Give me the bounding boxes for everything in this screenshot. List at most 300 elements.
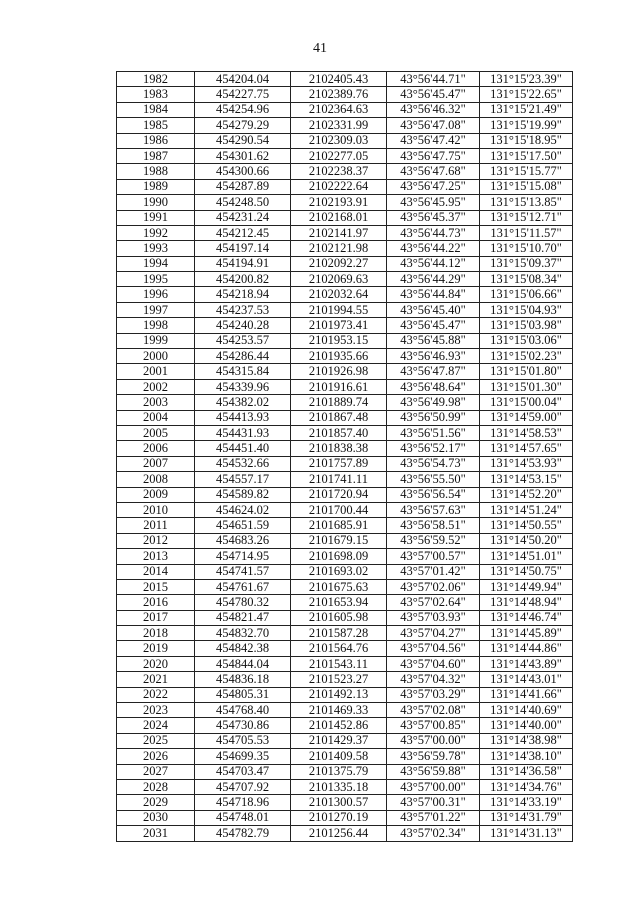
table-row (117, 687, 573, 702)
x-coordinate-cell: 454240.28 (195, 318, 291, 333)
y-coordinate-cell: 2101256.44 (291, 826, 387, 841)
x-coordinate-cell: 454253.57 (195, 333, 291, 348)
table-row (117, 364, 573, 379)
y-coordinate-cell: 2101587.28 (291, 626, 387, 641)
latitude-cell: 43°56'45.95" (387, 195, 480, 210)
longitude-cell: 131°14'45.89" (480, 626, 573, 641)
longitude-cell: 131°14'43.89" (480, 656, 573, 671)
y-coordinate-cell: 2102121.98 (291, 241, 387, 256)
longitude-cell: 131°15'06.66" (480, 287, 573, 302)
latitude-cell: 43°56'44.71" (387, 72, 480, 87)
point-number-cell: 1984 (117, 102, 195, 117)
latitude-cell: 43°57'00.00" (387, 733, 480, 748)
latitude-cell: 43°56'55.50" (387, 472, 480, 487)
point-number-cell: 1997 (117, 302, 195, 317)
point-number-cell: 2021 (117, 672, 195, 687)
x-coordinate-cell: 454782.79 (195, 826, 291, 841)
table-row (117, 225, 573, 240)
x-coordinate-cell: 454301.62 (195, 148, 291, 163)
x-coordinate-cell: 454279.29 (195, 118, 291, 133)
point-number-cell: 2018 (117, 626, 195, 641)
x-coordinate-cell: 454231.24 (195, 210, 291, 225)
table-row (117, 610, 573, 625)
table-row (117, 718, 573, 733)
table-row (117, 733, 573, 748)
y-coordinate-cell: 2101492.13 (291, 687, 387, 702)
point-number-cell: 2004 (117, 410, 195, 425)
table-row (117, 302, 573, 317)
latitude-cell: 43°56'47.68" (387, 164, 480, 179)
x-coordinate-cell: 454290.54 (195, 133, 291, 148)
latitude-cell: 43°56'47.08" (387, 118, 480, 133)
longitude-cell: 131°15'00.04" (480, 395, 573, 410)
longitude-cell: 131°15'22.65" (480, 87, 573, 102)
point-number-cell: 2001 (117, 364, 195, 379)
latitude-cell: 43°57'02.06" (387, 579, 480, 594)
point-number-cell: 1988 (117, 164, 195, 179)
longitude-cell: 131°14'57.65" (480, 441, 573, 456)
latitude-cell: 43°56'47.75" (387, 148, 480, 163)
point-number-cell: 2005 (117, 425, 195, 440)
table-row (117, 518, 573, 533)
x-coordinate-cell: 454683.26 (195, 533, 291, 548)
latitude-cell: 43°56'49.98" (387, 395, 480, 410)
x-coordinate-cell: 454194.91 (195, 256, 291, 271)
point-number-cell: 2009 (117, 487, 195, 502)
y-coordinate-cell: 2102331.99 (291, 118, 387, 133)
y-coordinate-cell: 2101889.74 (291, 395, 387, 410)
latitude-cell: 43°57'00.00" (387, 779, 480, 794)
y-coordinate-cell: 2101741.11 (291, 472, 387, 487)
y-coordinate-cell: 2102168.01 (291, 210, 387, 225)
longitude-cell: 131°14'40.69" (480, 703, 573, 718)
longitude-cell: 131°14'34.76" (480, 779, 573, 794)
table-row (117, 118, 573, 133)
latitude-cell: 43°57'03.29" (387, 687, 480, 702)
longitude-cell: 131°14'50.55" (480, 518, 573, 533)
x-coordinate-cell: 454413.93 (195, 410, 291, 425)
x-coordinate-cell: 454714.95 (195, 549, 291, 564)
point-number-cell: 2008 (117, 472, 195, 487)
longitude-cell: 131°15'23.39" (480, 72, 573, 87)
point-number-cell: 1986 (117, 133, 195, 148)
y-coordinate-cell: 2101270.19 (291, 810, 387, 825)
x-coordinate-cell: 454286.44 (195, 349, 291, 364)
y-coordinate-cell: 2101429.37 (291, 733, 387, 748)
y-coordinate-cell: 2101452.86 (291, 718, 387, 733)
table-row (117, 179, 573, 194)
x-coordinate-cell: 454844.04 (195, 656, 291, 671)
table-row (117, 764, 573, 779)
table-row (117, 441, 573, 456)
longitude-cell: 131°14'43.01" (480, 672, 573, 687)
point-number-cell: 2028 (117, 779, 195, 794)
table-row (117, 672, 573, 687)
y-coordinate-cell: 2101543.11 (291, 656, 387, 671)
table-row (117, 210, 573, 225)
longitude-cell: 131°15'11.57" (480, 225, 573, 240)
longitude-cell: 131°14'40.00" (480, 718, 573, 733)
longitude-cell: 131°15'10.70" (480, 241, 573, 256)
table-row (117, 272, 573, 287)
point-number-cell: 1995 (117, 272, 195, 287)
latitude-cell: 43°56'54.73" (387, 456, 480, 471)
table-row (117, 102, 573, 117)
x-coordinate-cell: 454227.75 (195, 87, 291, 102)
table-row (117, 826, 573, 841)
latitude-cell: 43°57'04.27" (387, 626, 480, 641)
point-number-cell: 2022 (117, 687, 195, 702)
table-row (117, 564, 573, 579)
latitude-cell: 43°56'44.73" (387, 225, 480, 240)
point-number-cell: 1999 (117, 333, 195, 348)
x-coordinate-cell: 454768.40 (195, 703, 291, 718)
y-coordinate-cell: 2101935.66 (291, 349, 387, 364)
y-coordinate-cell: 2101916.61 (291, 379, 387, 394)
longitude-cell: 131°14'38.98" (480, 733, 573, 748)
longitude-cell: 131°14'46.74" (480, 610, 573, 625)
x-coordinate-cell: 454431.93 (195, 425, 291, 440)
latitude-cell: 43°57'04.32" (387, 672, 480, 687)
y-coordinate-cell: 2101700.44 (291, 502, 387, 517)
x-coordinate-cell: 454339.96 (195, 379, 291, 394)
coordinates-table-body (117, 72, 573, 842)
y-coordinate-cell: 2101675.63 (291, 579, 387, 594)
x-coordinate-cell: 454287.89 (195, 179, 291, 194)
longitude-cell: 131°14'36.58" (480, 764, 573, 779)
y-coordinate-cell: 2102222.64 (291, 179, 387, 194)
latitude-cell: 43°56'45.47" (387, 87, 480, 102)
latitude-cell: 43°57'01.42" (387, 564, 480, 579)
longitude-cell: 131°14'58.53" (480, 425, 573, 440)
x-coordinate-cell: 454204.04 (195, 72, 291, 87)
x-coordinate-cell: 454200.82 (195, 272, 291, 287)
longitude-cell: 131°14'44.86" (480, 641, 573, 656)
x-coordinate-cell: 454741.57 (195, 564, 291, 579)
y-coordinate-cell: 2102092.27 (291, 256, 387, 271)
point-number-cell: 1991 (117, 210, 195, 225)
table-row (117, 87, 573, 102)
x-coordinate-cell: 454842.38 (195, 641, 291, 656)
x-coordinate-cell: 454761.67 (195, 579, 291, 594)
table-row (117, 379, 573, 394)
longitude-cell: 131°14'48.94" (480, 595, 573, 610)
point-number-cell: 2012 (117, 533, 195, 548)
y-coordinate-cell: 2102032.64 (291, 287, 387, 302)
latitude-cell: 43°56'59.88" (387, 764, 480, 779)
y-coordinate-cell: 2101605.98 (291, 610, 387, 625)
point-number-cell: 2023 (117, 703, 195, 718)
point-number-cell: 2026 (117, 749, 195, 764)
x-coordinate-cell: 454589.82 (195, 487, 291, 502)
table-row (117, 195, 573, 210)
latitude-cell: 43°57'02.64" (387, 595, 480, 610)
point-number-cell: 1983 (117, 87, 195, 102)
y-coordinate-cell: 2101698.09 (291, 549, 387, 564)
latitude-cell: 43°56'45.40" (387, 302, 480, 317)
point-number-cell: 1992 (117, 225, 195, 240)
longitude-cell: 131°15'12.71" (480, 210, 573, 225)
point-number-cell: 2019 (117, 641, 195, 656)
longitude-cell: 131°15'01.30" (480, 379, 573, 394)
y-coordinate-cell: 2101838.38 (291, 441, 387, 456)
latitude-cell: 43°57'04.60" (387, 656, 480, 671)
page-number: 41 (313, 41, 327, 56)
latitude-cell: 43°57'00.85" (387, 718, 480, 733)
x-coordinate-cell: 454832.70 (195, 626, 291, 641)
x-coordinate-cell: 454532.66 (195, 456, 291, 471)
x-coordinate-cell: 454237.53 (195, 302, 291, 317)
point-number-cell: 2017 (117, 610, 195, 625)
table-row (117, 595, 573, 610)
longitude-cell: 131°15'03.06" (480, 333, 573, 348)
table-row (117, 456, 573, 471)
longitude-cell: 131°14'51.24" (480, 502, 573, 517)
longitude-cell: 131°15'08.34" (480, 272, 573, 287)
x-coordinate-cell: 454748.01 (195, 810, 291, 825)
y-coordinate-cell: 2101564.76 (291, 641, 387, 656)
latitude-cell: 43°57'02.08" (387, 703, 480, 718)
latitude-cell: 43°56'58.51" (387, 518, 480, 533)
y-coordinate-cell: 2101685.91 (291, 518, 387, 533)
point-number-cell: 1993 (117, 241, 195, 256)
longitude-cell: 131°15'21.49" (480, 102, 573, 117)
table-row (117, 703, 573, 718)
point-number-cell: 2030 (117, 810, 195, 825)
y-coordinate-cell: 2102364.63 (291, 102, 387, 117)
y-coordinate-cell: 2101653.94 (291, 595, 387, 610)
latitude-cell: 43°56'59.52" (387, 533, 480, 548)
x-coordinate-cell: 454651.59 (195, 518, 291, 533)
point-number-cell: 2003 (117, 395, 195, 410)
longitude-cell: 131°15'15.08" (480, 179, 573, 194)
point-number-cell: 2024 (117, 718, 195, 733)
latitude-cell: 43°57'04.56" (387, 641, 480, 656)
latitude-cell: 43°56'46.32" (387, 102, 480, 117)
longitude-cell: 131°14'49.94" (480, 579, 573, 594)
point-number-cell: 1982 (117, 72, 195, 87)
x-coordinate-cell: 454730.86 (195, 718, 291, 733)
longitude-cell: 131°14'31.79" (480, 810, 573, 825)
latitude-cell: 43°56'45.88" (387, 333, 480, 348)
latitude-cell: 43°56'56.54" (387, 487, 480, 502)
x-coordinate-cell: 454382.02 (195, 395, 291, 410)
y-coordinate-cell: 2101693.02 (291, 564, 387, 579)
latitude-cell: 43°57'01.22" (387, 810, 480, 825)
point-number-cell: 1994 (117, 256, 195, 271)
y-coordinate-cell: 2101757.89 (291, 456, 387, 471)
longitude-cell: 131°14'50.75" (480, 564, 573, 579)
latitude-cell: 43°56'44.29" (387, 272, 480, 287)
table-row (117, 795, 573, 810)
longitude-cell: 131°14'51.01" (480, 549, 573, 564)
latitude-cell: 43°56'59.78" (387, 749, 480, 764)
y-coordinate-cell: 2102193.91 (291, 195, 387, 210)
latitude-cell: 43°56'50.99" (387, 410, 480, 425)
point-number-cell: 2002 (117, 379, 195, 394)
table-row (117, 133, 573, 148)
x-coordinate-cell: 454718.96 (195, 795, 291, 810)
y-coordinate-cell: 2101300.57 (291, 795, 387, 810)
table-row (117, 287, 573, 302)
table-row (117, 549, 573, 564)
x-coordinate-cell: 454218.94 (195, 287, 291, 302)
latitude-cell: 43°56'46.93" (387, 349, 480, 364)
latitude-cell: 43°56'47.42" (387, 133, 480, 148)
table-row (117, 579, 573, 594)
table-row (117, 641, 573, 656)
y-coordinate-cell: 2101926.98 (291, 364, 387, 379)
point-number-cell: 2010 (117, 502, 195, 517)
point-number-cell: 2031 (117, 826, 195, 841)
point-number-cell: 2007 (117, 456, 195, 471)
y-coordinate-cell: 2101409.58 (291, 749, 387, 764)
point-number-cell: 2025 (117, 733, 195, 748)
longitude-cell: 131°14'53.93" (480, 456, 573, 471)
table-row (117, 349, 573, 364)
point-number-cell: 2029 (117, 795, 195, 810)
point-number-cell: 2020 (117, 656, 195, 671)
x-coordinate-cell: 454707.92 (195, 779, 291, 794)
latitude-cell: 43°56'48.64" (387, 379, 480, 394)
table-row (117, 241, 573, 256)
longitude-cell: 131°14'38.10" (480, 749, 573, 764)
x-coordinate-cell: 454836.18 (195, 672, 291, 687)
point-number-cell: 1987 (117, 148, 195, 163)
longitude-cell: 131°15'13.85" (480, 195, 573, 210)
longitude-cell: 131°15'15.77" (480, 164, 573, 179)
table-row (117, 472, 573, 487)
x-coordinate-cell: 454624.02 (195, 502, 291, 517)
y-coordinate-cell: 2102309.03 (291, 133, 387, 148)
x-coordinate-cell: 454315.84 (195, 364, 291, 379)
x-coordinate-cell: 454300.66 (195, 164, 291, 179)
latitude-cell: 43°57'00.57" (387, 549, 480, 564)
y-coordinate-cell: 2102069.63 (291, 272, 387, 287)
x-coordinate-cell: 454197.14 (195, 241, 291, 256)
table-row (117, 256, 573, 271)
table-row (117, 425, 573, 440)
x-coordinate-cell: 454703.47 (195, 764, 291, 779)
longitude-cell: 131°15'03.98" (480, 318, 573, 333)
latitude-cell: 43°56'44.84" (387, 287, 480, 302)
point-number-cell: 2014 (117, 564, 195, 579)
x-coordinate-cell: 454248.50 (195, 195, 291, 210)
y-coordinate-cell: 2102277.05 (291, 148, 387, 163)
table-row (117, 810, 573, 825)
table-row (117, 148, 573, 163)
point-number-cell: 1985 (117, 118, 195, 133)
latitude-cell: 43°57'02.34" (387, 826, 480, 841)
point-number-cell: 1996 (117, 287, 195, 302)
table-row (117, 395, 573, 410)
longitude-cell: 131°15'04.93" (480, 302, 573, 317)
y-coordinate-cell: 2102405.43 (291, 72, 387, 87)
table-row (117, 72, 573, 87)
latitude-cell: 43°57'00.31" (387, 795, 480, 810)
y-coordinate-cell: 2101720.94 (291, 487, 387, 502)
point-number-cell: 2011 (117, 518, 195, 533)
table-row (117, 749, 573, 764)
table-row (117, 656, 573, 671)
longitude-cell: 131°15'02.23" (480, 349, 573, 364)
point-number-cell: 1998 (117, 318, 195, 333)
table-row (117, 410, 573, 425)
y-coordinate-cell: 2101857.40 (291, 425, 387, 440)
longitude-cell: 131°14'50.20" (480, 533, 573, 548)
table-row (117, 779, 573, 794)
coordinates-table (116, 71, 573, 842)
y-coordinate-cell: 2101375.79 (291, 764, 387, 779)
table-row (117, 318, 573, 333)
point-number-cell: 2015 (117, 579, 195, 594)
longitude-cell: 131°14'41.66" (480, 687, 573, 702)
table-row (117, 333, 573, 348)
x-coordinate-cell: 454821.47 (195, 610, 291, 625)
y-coordinate-cell: 2101994.55 (291, 302, 387, 317)
x-coordinate-cell: 454557.17 (195, 472, 291, 487)
table-row (117, 164, 573, 179)
longitude-cell: 131°15'18.95" (480, 133, 573, 148)
y-coordinate-cell: 2101953.15 (291, 333, 387, 348)
y-coordinate-cell: 2101679.15 (291, 533, 387, 548)
longitude-cell: 131°14'31.13" (480, 826, 573, 841)
x-coordinate-cell: 454212.45 (195, 225, 291, 240)
latitude-cell: 43°57'03.93" (387, 610, 480, 625)
longitude-cell: 131°14'59.00" (480, 410, 573, 425)
x-coordinate-cell: 454254.96 (195, 102, 291, 117)
x-coordinate-cell: 454699.35 (195, 749, 291, 764)
y-coordinate-cell: 2101973.41 (291, 318, 387, 333)
y-coordinate-cell: 2101867.48 (291, 410, 387, 425)
point-number-cell: 2027 (117, 764, 195, 779)
latitude-cell: 43°56'51.56" (387, 425, 480, 440)
latitude-cell: 43°56'44.12" (387, 256, 480, 271)
longitude-cell: 131°15'17.50" (480, 148, 573, 163)
table-row (117, 626, 573, 641)
y-coordinate-cell: 2102238.37 (291, 164, 387, 179)
y-coordinate-cell: 2101523.27 (291, 672, 387, 687)
point-number-cell: 2000 (117, 349, 195, 364)
latitude-cell: 43°56'52.17" (387, 441, 480, 456)
table-row (117, 487, 573, 502)
longitude-cell: 131°15'19.99" (480, 118, 573, 133)
longitude-cell: 131°15'09.37" (480, 256, 573, 271)
latitude-cell: 43°56'47.87" (387, 364, 480, 379)
y-coordinate-cell: 2102141.97 (291, 225, 387, 240)
latitude-cell: 43°56'57.63" (387, 502, 480, 517)
point-number-cell: 1990 (117, 195, 195, 210)
point-number-cell: 2006 (117, 441, 195, 456)
x-coordinate-cell: 454780.32 (195, 595, 291, 610)
table-row (117, 533, 573, 548)
table-row (117, 502, 573, 517)
x-coordinate-cell: 454451.40 (195, 441, 291, 456)
latitude-cell: 43°56'45.47" (387, 318, 480, 333)
y-coordinate-cell: 2102389.76 (291, 87, 387, 102)
y-coordinate-cell: 2101469.33 (291, 703, 387, 718)
y-coordinate-cell: 2101335.18 (291, 779, 387, 794)
latitude-cell: 43°56'44.22" (387, 241, 480, 256)
point-number-cell: 1989 (117, 179, 195, 194)
longitude-cell: 131°15'01.80" (480, 364, 573, 379)
longitude-cell: 131°14'33.19" (480, 795, 573, 810)
point-number-cell: 2016 (117, 595, 195, 610)
longitude-cell: 131°14'53.15" (480, 472, 573, 487)
latitude-cell: 43°56'47.25" (387, 179, 480, 194)
x-coordinate-cell: 454705.53 (195, 733, 291, 748)
x-coordinate-cell: 454805.31 (195, 687, 291, 702)
